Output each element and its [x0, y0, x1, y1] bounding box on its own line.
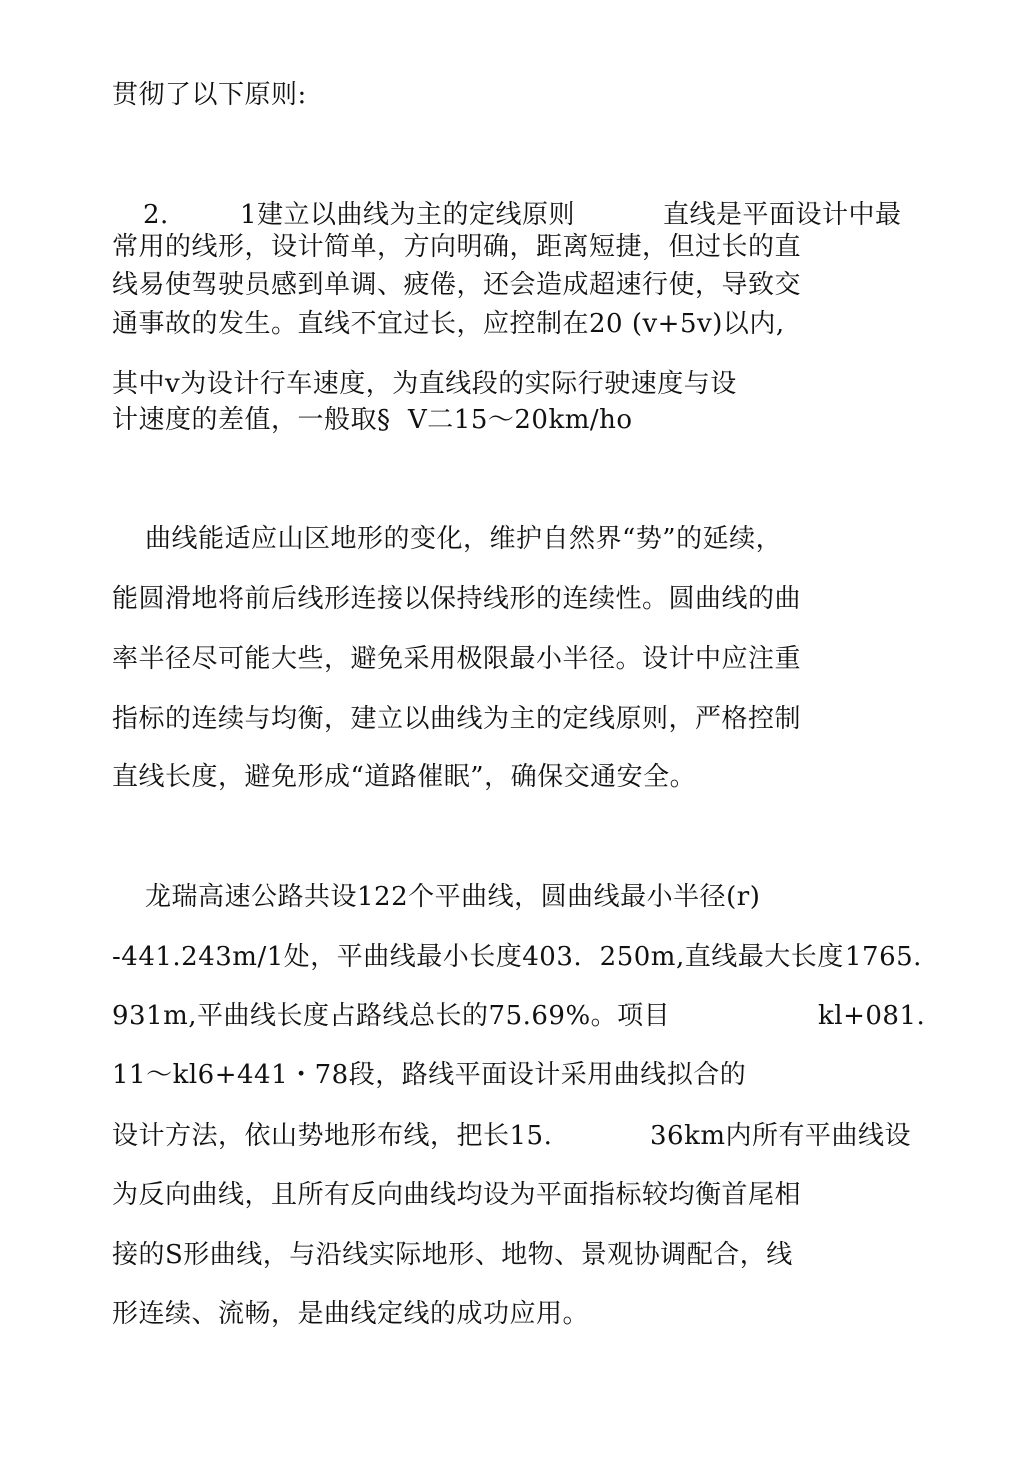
text-segment: -441.243m/1处，平曲线最小长度403. 250m,直线最大长度	[112, 942, 844, 972]
text-segment: 931m,平曲线长度占路线总长的75.69%。项目	[112, 1001, 671, 1031]
text-line: 通事故的发生。直线不宜过长，应控制在20 (v+5v)以内,	[112, 309, 785, 339]
text-line: 线易使驾驶员感到单调、疲倦，还会造成超速行使，导致交	[112, 270, 802, 300]
text-line: 为反向曲线，且所有反向曲线均设为平面指标较均衡首尾相	[112, 1180, 802, 1210]
text-segment: 直线是平面设计中最	[663, 200, 902, 230]
text-line: 其中v为设计行车速度，为直线段的实际行驶速度与设	[112, 369, 737, 399]
text-line: 曲线能适应山区地形的变化，维护自然界“势”的延续，	[145, 524, 783, 554]
text-segment: kl+081.	[818, 1001, 926, 1031]
text-line: 率半径尽可能大些，避免采用极限最小半径。设计中应注重	[112, 644, 802, 674]
text-segment: 设计方法，依山势地形布线，把长15.	[112, 1121, 553, 1151]
text-line: 龙瑞高速公路共设122个平曲线，圆曲线最小半径(r)	[145, 882, 761, 912]
text-line: 计速度的差值，一般取§ V二15～20km/ho	[112, 405, 633, 435]
text-line: 接的S形曲线，与沿线实际地形、地物、景观协调配合，线	[112, 1240, 793, 1270]
text-segment: 36km内所有平曲线设	[650, 1121, 911, 1151]
text-line: 11～kl6+441・78段，路线平面设计采用曲线拟合的	[112, 1060, 747, 1090]
text-line: 贯彻了以下原则:	[112, 80, 307, 110]
section-number: 2.	[143, 200, 169, 230]
text-line: 能圆滑地将前后线形连接以保持线形的连续性。圆曲线的曲	[112, 584, 802, 614]
text-segment: 1765.	[845, 942, 922, 972]
section-title: 1建立以曲线为主的定线原则	[240, 200, 576, 230]
text-line: 常用的线形，设计简单，方向明确，距离短捷，但过长的直	[112, 232, 802, 262]
text-line: 指标的连续与均衡，建立以曲线为主的定线原则，严格控制	[112, 704, 802, 734]
text-line: 直线长度，避免形成“道路催眠”，确保交通安全。	[112, 762, 697, 792]
text-line: 形连续、流畅，是曲线定线的成功应用。	[112, 1299, 590, 1329]
